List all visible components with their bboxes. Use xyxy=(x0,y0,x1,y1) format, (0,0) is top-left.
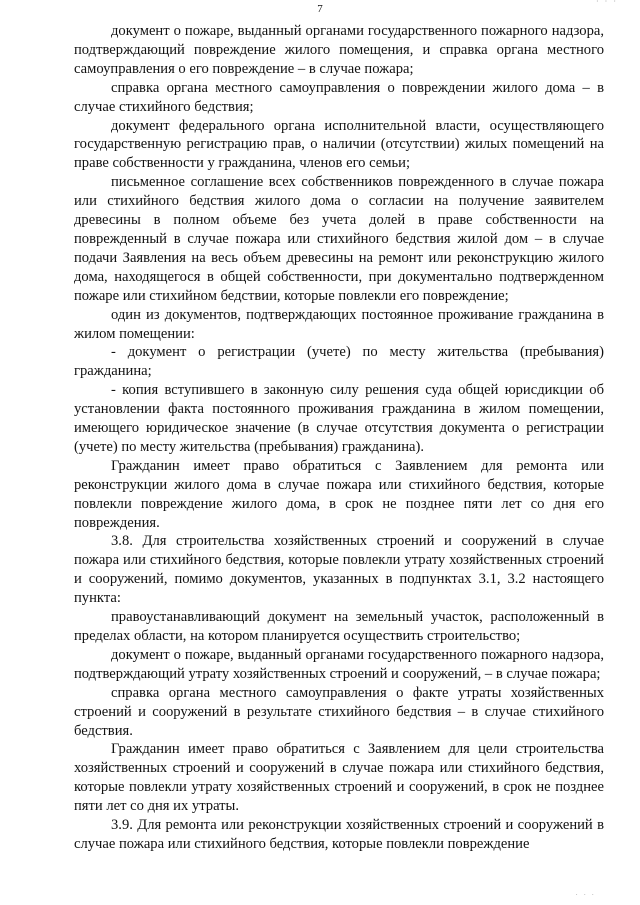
paragraph: - документ о регистрации (учете) по месту жительства (пребывания) гражданина; xyxy=(74,344,604,380)
paragraph: документ федерального органа исполнительной власти, осуществляющего государственную регистрацию прав, о наличии (отсутствии) жилых помещений на праве собственности у гражданина, членов его семьи; xyxy=(74,117,604,172)
paragraph: Гражданин имеет право обратиться с Заявлением для ремонта или реконструкции жилого дома в случае пожара или стихийного бедствия, которые повлекли повреждение жилого дома, в срок не позднее пяти лет со дня его повреждения. xyxy=(74,457,604,531)
paragraph: документ о пожаре, выданный органами государственного пожарного надзора, подтверждающий повреждение жилого помещения, и справка органа местного самоуправления о его повреждение – в случае пожара; xyxy=(74,23,604,77)
page-number: 7 xyxy=(317,3,323,15)
paragraph: один из документов, подтверждающих постоянное проживание гражданина в жилом помещении: xyxy=(74,306,604,342)
section-paragraph: 3.8. Для строительства хозяйственных строений и сооружений в случае пожара или стихийного бедствия, которые повлекли утрату хозяйственных строений и сооружений, помимо документов, указанных в подпунктах 3.1, 3.2 настоящего пункта: xyxy=(74,533,604,607)
paragraph: правоустанавливающий документ на земельный участок, расположенный в пределах области, на котором планируется осуществить строительство; xyxy=(74,609,604,644)
paragraph: - копия вступившего в законную силу решения суда общей юрисдикции об установлении факта постоянного проживания гражданина в жилом помещении, имеющего юридическое значение (в случае отсутствия документа о регистрации (учете) по месту жительства (пребывания) гражданина). xyxy=(74,382,604,455)
paragraph: справка органа местного самоуправления о факте утраты хозяйственных строений и сооружений в результате стихийного бедствия – в случае стихийного бедствия. xyxy=(74,684,604,739)
paragraph: письменное соглашение всех собственников поврежденного в случае пожара или стихийного бедствия жилого дома о согласии на получение заявителем древесины в полном объеме без учета долей в праве собственности на поврежденный в случае пожара или стихийного бедствия жилой дом – в случае подачи Заявления на весь объем древесины на ремонт или реконструкцию жилого дома, находящегося в общей собственности, при документально подтвержденном пожаре или стихийном бедствии, которые повлекли его повреждение; xyxy=(74,174,604,304)
paragraph: Гражданин имеет право обратиться с Заявлением для цели строительства хозяйственных строений и сооружений в случае пожара или стихийного бедствия, которые повлекли утрату хозяйственных строений и сооружений, в срок не позднее пяти лет со дня их утраты. xyxy=(74,741,604,815)
document-body xyxy=(74,22,604,854)
corner-mark: · · · xyxy=(596,0,618,6)
section-paragraph: 3.9. Для ремонта или реконструкции хозяйственных строений и сооружений в случае пожара или стихийного бедствия, которые повлекли повреждение xyxy=(74,817,604,852)
paragraph: документ о пожаре, выданный органами государственного пожарного надзора, подтверждающий утрату хозяйственных строений и сооружений, – в случае пожара; xyxy=(74,646,604,682)
footer-mark: · · · xyxy=(575,891,596,899)
paragraph: справка органа местного самоуправления о повреждении жилого дома – в случае стихийного бедствия; xyxy=(74,79,604,115)
